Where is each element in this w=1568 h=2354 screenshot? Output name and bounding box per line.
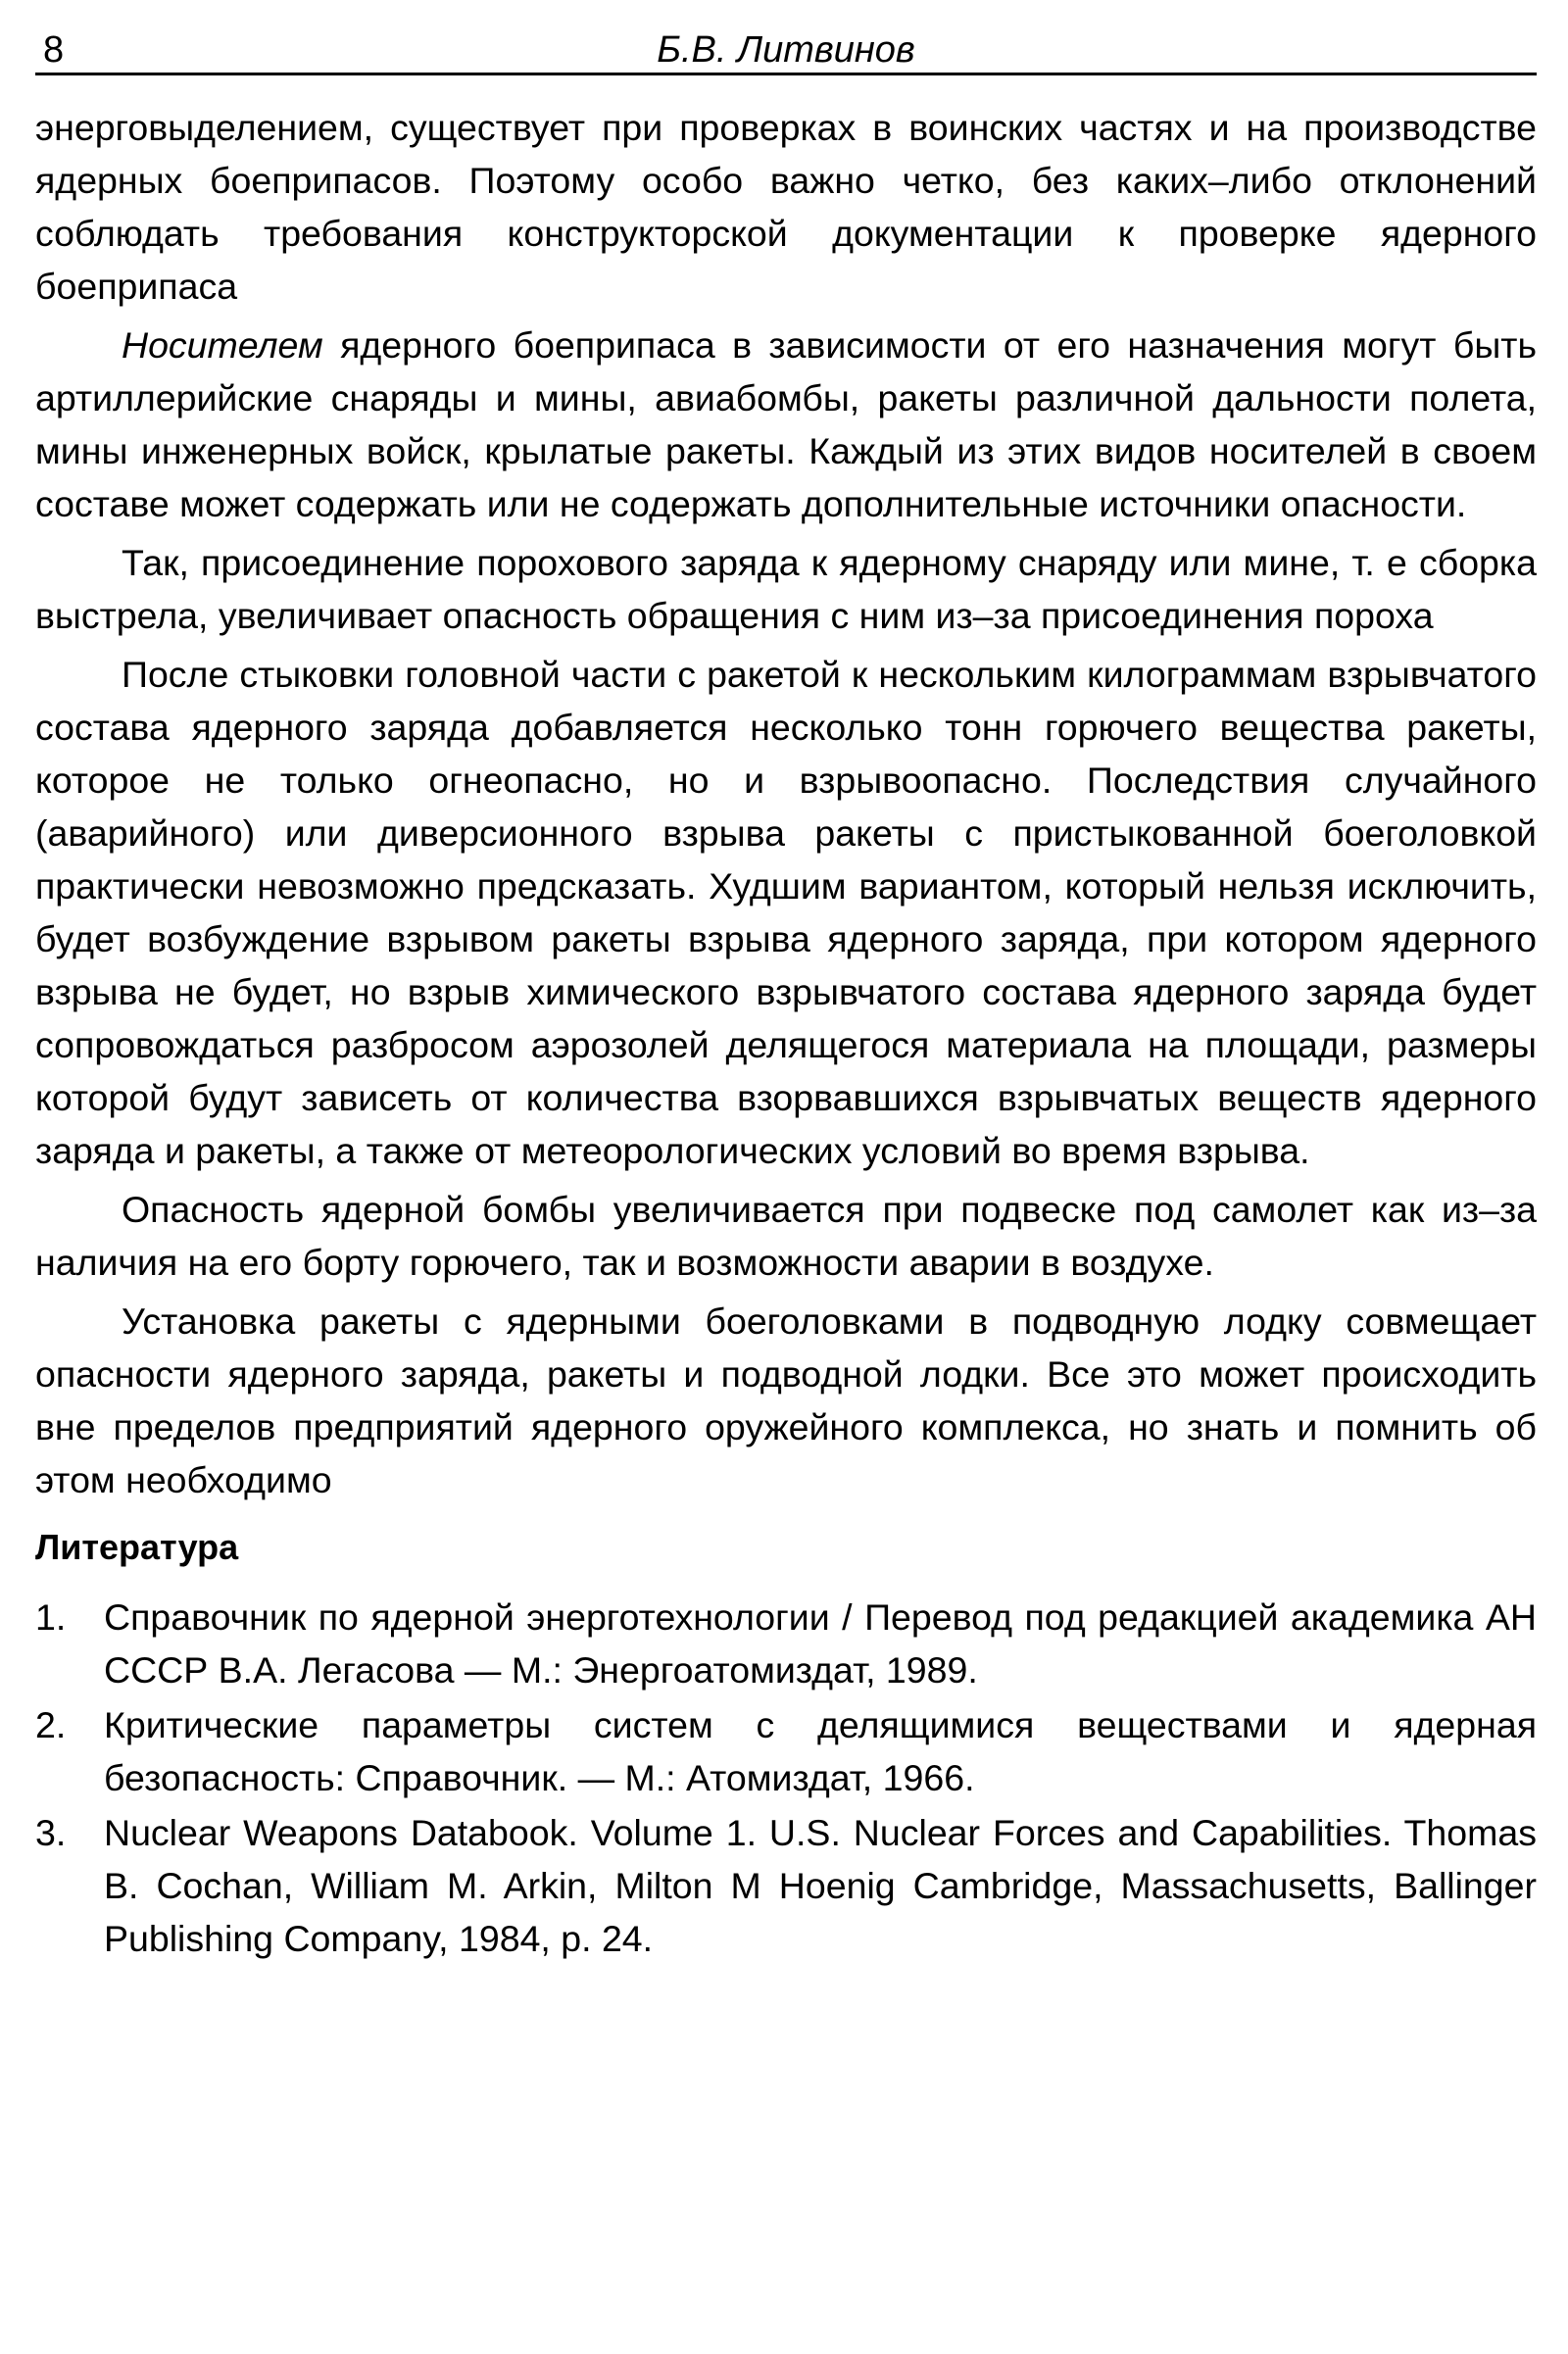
reference-item (35, 1806, 1537, 1965)
references-heading: Литература (35, 1527, 239, 1567)
reference-text: Nuclear Weapons Databook. Volume 1. U.S. Nuclear Forces and Capabilities. Thomas B. Cochan, William M. Arkin, Milton M Hoenig Cambridge, Massachusetts, Ballinger Publishing Company, 1984, p. 24. (104, 1812, 1537, 1959)
paragraph: После стыковки головной части с ракетой к нескольким килограммам взрывчатого состава ядерного заряда добавляется несколько тонн горючего вещества ракеты, которое не только огнеопасно, но и взрывоопасно. Последствия случайного (аварийного) или диверсионного взрыва ракеты с пристыкованной боеголовкой практически невозможно предсказать. Худшим вариантом, который нельзя исключить, будет возбуждение взрывом ракеты взрыва ядерного заряда, при котором ядерного взрыва не будет, но взрыв химического взрывчатого состава ядерного заряда будет сопровождаться разбросом аэрозолей делящегося материала на площади, размеры которой будут зависеть от количества взорвавшихся взрывчатых веществ ядерного заряда и ракеты, а также от метеорологических условий во время взрыва. (35, 654, 1537, 1171)
paragraph: Так, присоединение порохового заряда к ядерному снаряду или мине, т. е сборка выстрела, увеличивает опасность обращения с ним из–за присоединения пороха (35, 542, 1537, 636)
paragraph-text: ядерного боеприпаса в зависимости от его назначения могут быть артиллерийские снаряды и мины, авиабомбы, ракеты различной дальности полета, мины инженерных войск, крылатые ракеты. Каждый из этих видов носителей в своем составе может содержать или не содержать дополнительные источники опасности. (35, 324, 1537, 524)
reference-item (35, 1698, 1537, 1804)
body-text (35, 101, 1537, 1506)
running-head-author: Б.В. Литвинов (657, 29, 915, 71)
paragraph-lead-term: Носителем (122, 324, 323, 366)
paragraph: Установка ракеты с ядерными боеголовками в подводную лодку совмещает опасности ядерного заряда, ракеты и подводной лодки. Все это может происходить вне пределов предприятий ядерного оружейного комплекса, но знать и помнить об этом необходимо (35, 1300, 1537, 1500)
reference-number: 1. (35, 1596, 67, 1638)
paragraph: энерговыделением, существует при проверках в воинских частях и на производстве ядерных боеприпасов. Поэтому особо важно четко, без каких–либо отклонений соблюдать требования конструкторской документации к проверке ядерного боеприпаса (35, 107, 1537, 307)
reference-number: 3. (35, 1812, 67, 1853)
reference-text: Критические параметры систем с делящимися веществами и ядерная безопасность: Справочник. — М.: Атомиздат, 1966. (104, 1704, 1537, 1798)
references-list (35, 1591, 1537, 1965)
book-page (35, 27, 1537, 2321)
running-head (35, 27, 1537, 75)
paragraph: Опасность ядерной бомбы увеличивается при подвеске под самолет как из–за наличия на его борту горючего, так и возможности аварии в воздухе. (35, 1189, 1537, 1283)
reference-number: 2. (35, 1704, 67, 1745)
reference-item (35, 1591, 1537, 1696)
reference-text: Справочник по ядерной энерготехнологии / Перевод под редакцией академика АН СССР В.А. Легасова — М.: Энергоатомиздат, 1989. (104, 1596, 1537, 1691)
paragraph (35, 319, 1537, 530)
page-number: 8 (43, 29, 65, 71)
